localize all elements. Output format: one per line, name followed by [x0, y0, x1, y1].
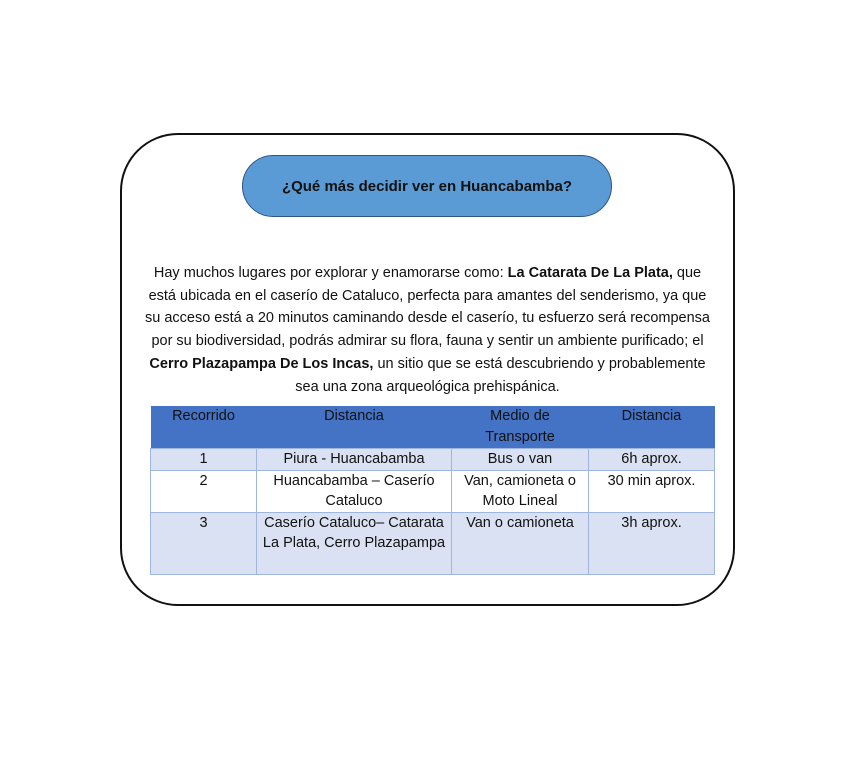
cell-distancia: Huancabamba – Caserío Cataluco [257, 470, 452, 512]
cell-transporte: Van, camioneta o Moto Lineal [452, 470, 589, 512]
page-title: ¿Qué más decidir ver en Huancabamba? [281, 177, 573, 195]
cell-transporte: Bus o van [452, 449, 589, 471]
cell-transporte: Van o camioneta [452, 512, 589, 574]
cell-recorrido: 2 [151, 470, 257, 512]
table-row [151, 512, 715, 574]
header-distancia: Distancia [257, 406, 452, 449]
cell-recorrido: 1 [151, 449, 257, 471]
header-recorrido: Recorrido [151, 406, 257, 449]
paragraph-text-1: Hay muchos lugares por explorar y enamorarse como: [153, 265, 508, 281]
table-row [151, 449, 715, 471]
paragraph-text-3: un sitio que se está descubriendo y probablemente sea una zona arqueológica prehispánica. [295, 355, 706, 395]
header-distancia-tiempo: Distancia [589, 406, 715, 449]
title-banner [242, 155, 612, 217]
cell-tiempo: 6h aprox. [589, 449, 715, 471]
highlight-catarata: La Catarata De La Plata, [507, 265, 673, 281]
cell-distancia: Caserío Cataluco– Catarata La Plata, Cerro Plazapampa [257, 512, 452, 574]
table-row [151, 470, 715, 512]
highlight-cerro: Cerro Plazapampa De Los Incas, [149, 355, 374, 372]
header-medio-transporte: Medio de Transporte [452, 406, 589, 449]
route-table [150, 406, 715, 575]
cell-recorrido: 3 [151, 512, 257, 574]
description-paragraph [140, 262, 715, 398]
cell-distancia: Piura - Huancabamba [257, 449, 452, 471]
cell-tiempo: 30 min aprox. [589, 470, 715, 512]
table-header-row [151, 406, 715, 449]
paragraph-text-2: que está ubicada en el caserío de Cataluco, perfecta para amantes del senderismo, ya que su acceso está a 20 minutos caminando desde el caserío, tu esfuerzo será recompensa por su biodiversidad, podrás admirar su flora, fauna y sentir un ambiente purificado; el [144, 265, 710, 350]
cell-tiempo: 3h aprox. [589, 512, 715, 574]
